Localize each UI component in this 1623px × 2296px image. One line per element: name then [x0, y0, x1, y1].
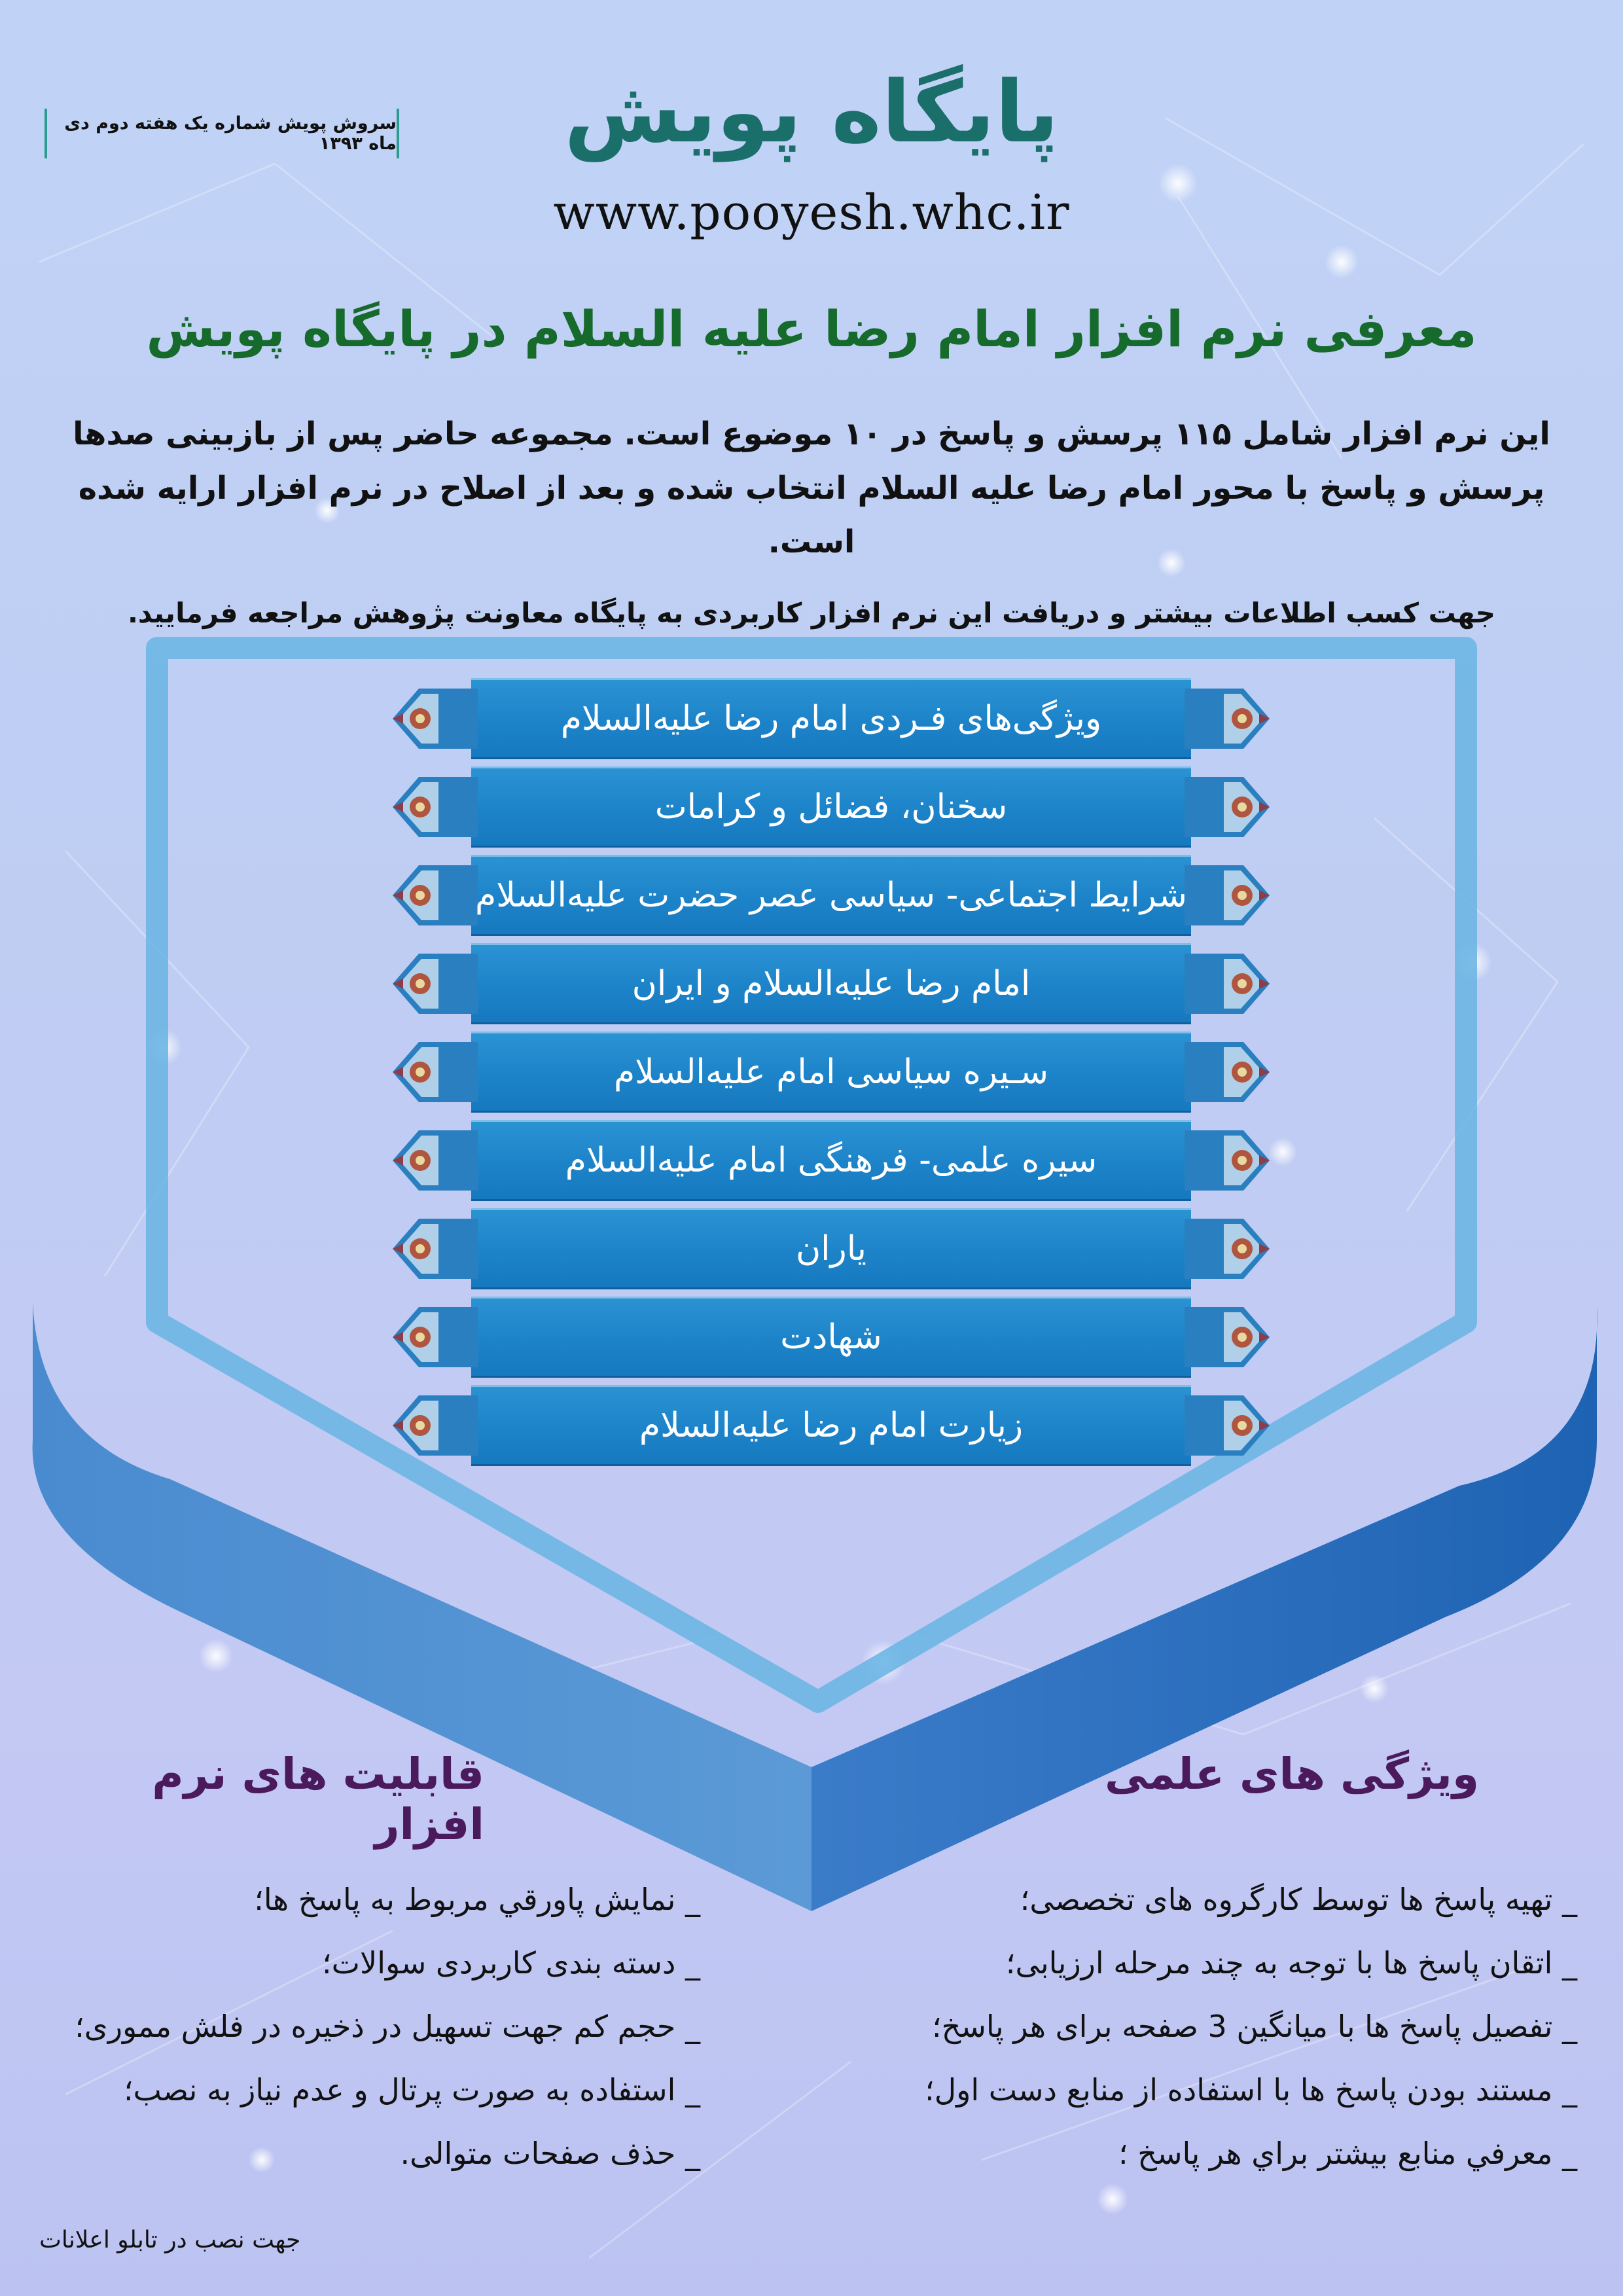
topic-label: امام رضا علیه‌السلام و ایران: [632, 964, 1031, 1003]
ornament-icon: [393, 1035, 478, 1109]
list-item: _ حجم کم جهت تسهیل در ذخیره در فلش مموری؛: [75, 2009, 700, 2044]
list-item: _ مستند بودن پاسخ ها با استفاده از منابع دست اول؛: [925, 2072, 1577, 2108]
list-item: _ تهیه پاسخ ها توسط کارگروه های تخصصی؛: [1020, 1882, 1577, 1917]
list-item: _ استفاده به صورت پرتال و عدم نیاز به نصب؛: [123, 2072, 700, 2108]
scientific-features-title: ویژگی های علمی: [1104, 1749, 1479, 1799]
scientific-features-list: [825, 1868, 1577, 2185]
topic-label: یاران: [795, 1229, 867, 1268]
topic-label: سـیره سیاسی امام علیه‌السلام: [613, 1052, 1049, 1092]
contact-note: جهت کسب اطلاعات بیشتر و دریافت این نرم افزار کاربردی به پایگاه معاونت پژوهش مراجعه فرمایید.: [127, 597, 1496, 629]
topic-banner: [393, 943, 1270, 1024]
ornament-icon: [393, 1124, 478, 1197]
ornament-icon: [393, 1212, 478, 1285]
list-item: _ حذف صفحات متوالی.: [400, 2136, 700, 2171]
ornament-icon: [1185, 682, 1270, 755]
page-title: معرفی نرم افزار امام رضا علیه السلام در پایگاه پویش: [146, 300, 1477, 358]
ornament-icon: [393, 770, 478, 844]
software-features-list: [20, 1868, 700, 2185]
list-item: _ دسته بندی کاربردی سوالات؛: [322, 1945, 700, 1981]
ornament-icon: [393, 1389, 478, 1462]
topic-label: سخنان، فضائل و کرامات: [654, 787, 1008, 827]
topic-label: شرایط اجتماعی- سیاسی عصر حضرت علیه‌السلام: [475, 876, 1187, 915]
topics-list: [393, 678, 1270, 1473]
ornament-icon: [393, 947, 478, 1020]
footer-note: جهت نصب در تابلو اعلانات: [39, 2227, 301, 2253]
topic-banner: [393, 1385, 1270, 1466]
topic-label: سیره علمی- فرهنگی امام علیه‌السلام: [565, 1141, 1097, 1180]
topic-label: شهادت: [780, 1318, 882, 1357]
topic-label: زیارت امام رضا علیه‌السلام: [639, 1406, 1024, 1445]
topic-banner: [393, 1031, 1270, 1113]
topic-banner: [393, 855, 1270, 936]
issue-note: [45, 109, 399, 158]
ornament-icon: [393, 1300, 478, 1374]
brand-title: پایگاه پویش: [564, 62, 1059, 162]
list-item: _ معرفي منابع بیشتر براي هر پاسخ ؛: [1118, 2136, 1577, 2171]
topic-banner: [393, 766, 1270, 848]
software-features-title: قابلیت های نرم افزار: [152, 1749, 484, 1850]
ornament-icon: [1185, 1035, 1270, 1109]
ornament-icon: [1185, 1389, 1270, 1462]
issue-note-text: سروش پویش شماره یک هفته دوم دی ماه ۱۳۹۳: [64, 113, 397, 154]
ornament-icon: [393, 682, 478, 755]
topic-banner: [393, 678, 1270, 759]
topic-banner: [393, 1297, 1270, 1378]
list-item: _ نمایش پاورقي مربوط به پاسخ ها؛: [254, 1882, 700, 1917]
intro-paragraph: این نرم افزار شامل ۱۱۵ پرسش و پاسخ در ۱۰ موضوع است. مجموعه حاضر پس از بازبینی صدها پرسش و پاسخ با محور امام رضا علیه السلام انتخاب شده و بعد از اصلاح در نرم افزار ارایه شده است.: [73, 416, 1550, 561]
topic-banner: [393, 1120, 1270, 1201]
topic-banner: [393, 1208, 1270, 1289]
topic-label: ویژگی‌های فـردی امام رضا علیه‌السلام: [560, 699, 1102, 738]
ornament-icon: [1185, 859, 1270, 932]
ornament-icon: [1185, 947, 1270, 1020]
ornament-icon: [1185, 1124, 1270, 1197]
ornament-icon: [1185, 1300, 1270, 1374]
ornament-icon: [1185, 1212, 1270, 1285]
list-item: _ اتقان پاسخ ها با توجه به چند مرحله ارزیابی؛: [1005, 1945, 1577, 1981]
ornament-icon: [393, 859, 478, 932]
ornament-icon: [1185, 770, 1270, 844]
list-item: _ تفصیل پاسخ ها با میانگین 3 صفحه برای هر پاسخ؛: [932, 2009, 1577, 2044]
site-url[interactable]: www.pooyesh.whc.ir: [553, 185, 1070, 241]
